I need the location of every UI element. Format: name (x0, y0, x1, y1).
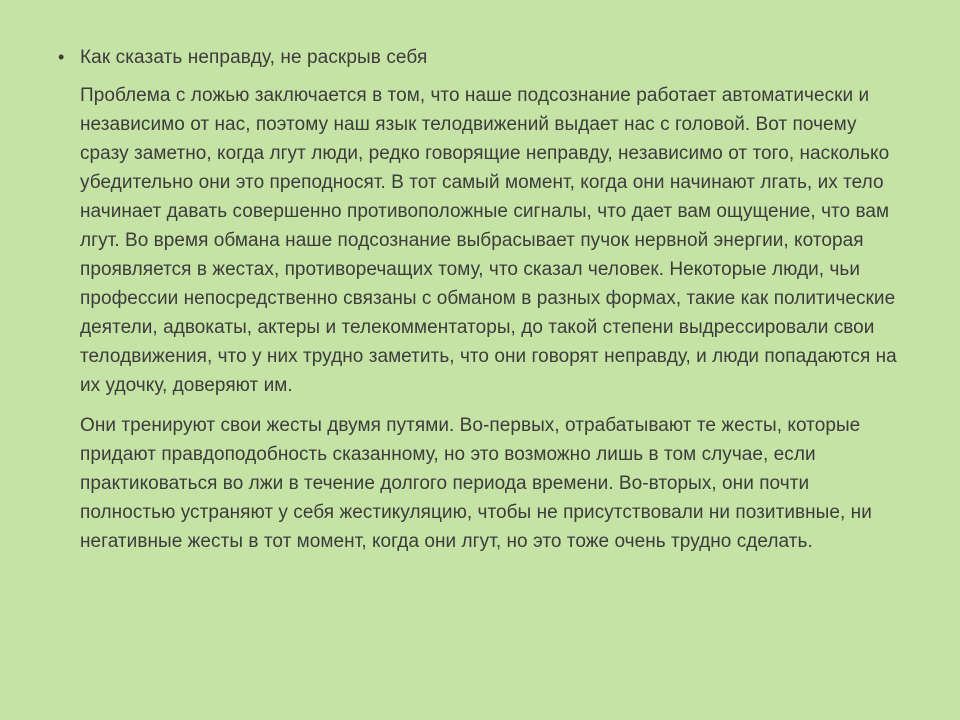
body-paragraph-2: Они тренируют свои жесты двумя путями. Во-первых, отрабатывают те жесты, которые придают правдоподобность сказанному, но это возможно лишь в том случае, если практиковаться во лжи в течение долгого периода времени. Во-вторых, они почти полностью устраняют у себя жестикуляцию, чтобы не присутствовали ни позитивные, ни негативные жесты в тот момент, когда они лгут, но это тоже очень трудно сделать. (80, 415, 872, 552)
body-paragraph-1: Проблема с ложью заключается в том, что наше подсознание работает автоматически и независимо от нас, поэтому наш язык телодвижений выдает нас с головой. Вот почему сразу заметно, когда лгут люди, редко говорящие неправду, независимо от того, насколько убедительно они это преподносят. В тот самый момент, когда они начинают лгать, их тело начинает давать совершенно противоположные сигналы, что дает вам ощущение, что вам лгут. Во время обмана наше подсознание выбрасывает пучок нервной энергии, которая проявляется в жестах, противоречащих тому, что сказал человек. Некоторые люди, чьи профессии непосредственно связаны с обманом в разных формах, такие как политические деятели, адвокаты, актеры и телекомментаторы, до такой степени выдрессировали свои телодвижения, что у них трудно заметить, что они говорят неправду, и люди попадаются на их удочку, доверяют им. (80, 85, 897, 396)
slide-heading: Как сказать неправду, не раскрыв себя (80, 47, 428, 68)
bullet-marker: • (58, 47, 65, 67)
bullet-item (58, 46, 908, 70)
slide-content (58, 46, 908, 556)
